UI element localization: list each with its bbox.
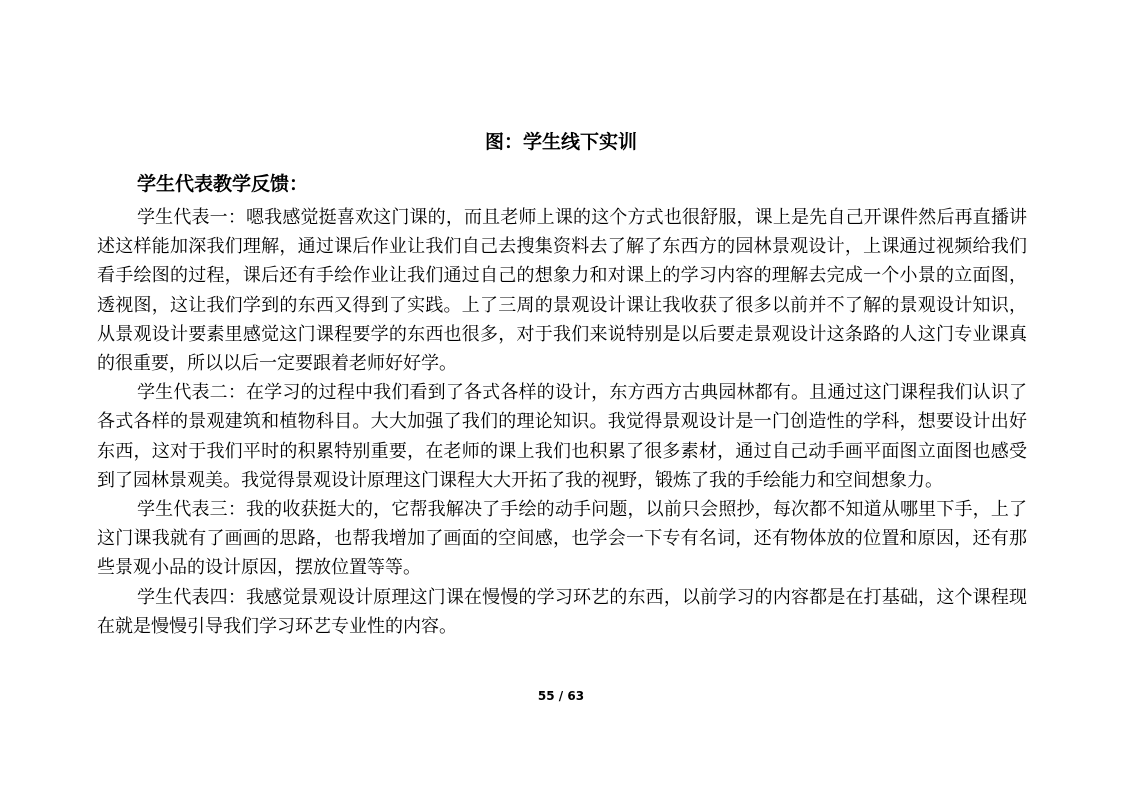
feedback-paragraph-4: 学生代表四：我感觉景观设计原理这门课在慢慢的学习环艺的东西，以前学习的内容都是在打基础，这个课程现在就是慢慢引导我们学习环艺专业性的内容。 (97, 586, 1027, 637)
feedback-paragraph-1: 学生代表一：嗯我感觉挺喜欢这门课的，而且老师上课的这个方式也很舒服，课上是先自己开课件然后再直播讲述这样能加深我们理解，通过课后作业让我们自己去搜集资料去了解了东西方的园林景观设计，上课通过视频给我们看手绘图的过程，课后还有手绘作业让我们通过自己的想象力和对课上的学习内容的理解去完成一个小景的立面图，透视图，这让我们学到的东西又得到了实践。上了三周的景观设计课让我收获了很多以前并不了解的景观设计知识，从景观设计要素里感觉这门课程要学的东西也很多，对于我们来说特别是以后要走景观设计这条路的人这门专业课真的很重要，所以以后一定要跟着老师好好学。 (97, 207, 1027, 375)
figure-caption: 图：学生线下实训 (484, 131, 637, 153)
feedback-paragraph-2: 学生代表二：在学习的过程中我们看到了各式各样的设计，东方西方古典园林都有。且通过这门课程我们认识了各式各样的景观建筑和植物科目。大大加强了我们的理论知识。我觉得景观设计是一门创造性的学科，想要设计出好东西，这对于我们平时的积累特别重要，在老师的课上我们也积累了很多素材，通过自己动手画平面图立面图也感受到了园林景观美。我觉得景观设计原理这门课程大大开拓了我的视野，锻炼了我的手绘能力和空间想象力。 (97, 382, 1027, 491)
feedback-body (97, 203, 1027, 641)
section-heading: 学生代表教学反馈： (137, 173, 309, 195)
page-number: 55 / 63 (537, 689, 585, 703)
feedback-paragraph-3: 学生代表三：我的收获挺大的，它帮我解决了手绘的动手问题，以前只会照抄，每次都不知道从哪里下手，上了这门课我就有了画画的思路，也帮我增加了画面的空间感，也学会一下专有名词，还有物体放的位置和原因，还有那些景观小品的设计原因，摆放位置等等。 (97, 499, 1027, 579)
